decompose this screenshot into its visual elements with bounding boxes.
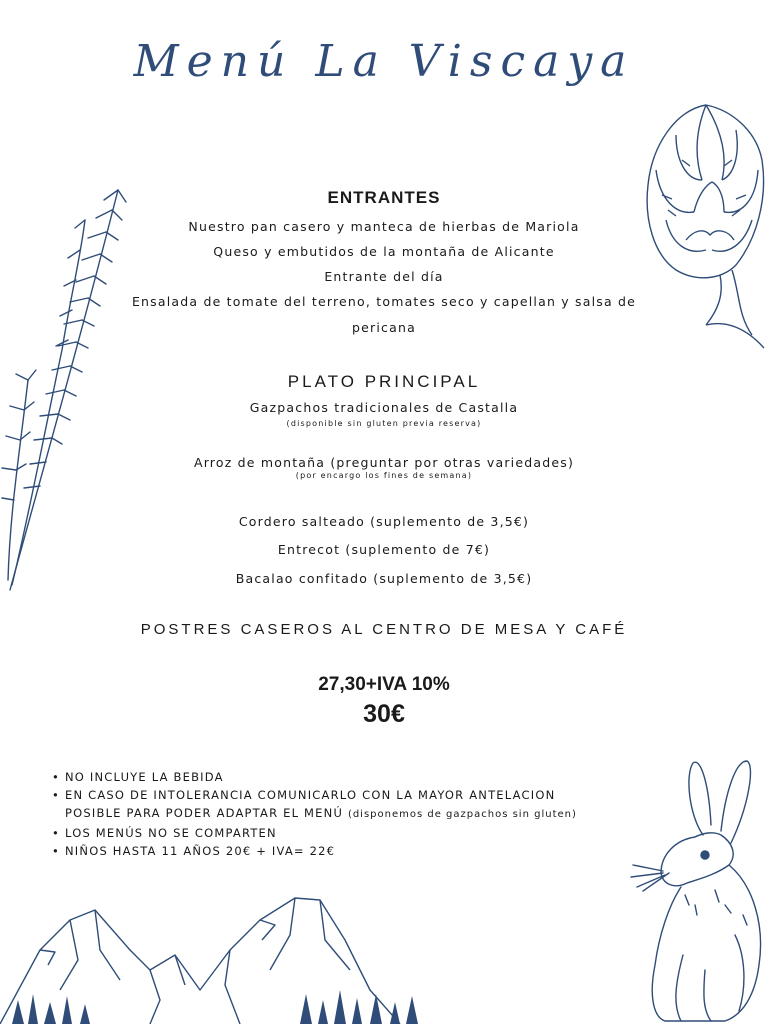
main-dish-gazpachos-note: (disponible sin gluten previa reserva) xyxy=(286,419,482,428)
postres-heading: POSTRES CASEROS AL CENTRO DE MESA Y CAFÉ xyxy=(140,621,628,638)
entrante-item: Entrante del día xyxy=(324,269,444,284)
price-total: 30€ xyxy=(363,700,405,728)
main-dish-gazpachos: Gazpachos tradicionales de Castalla xyxy=(249,400,519,415)
main-dish-cordero: Cordero salteado (suplemento de 3,5€) xyxy=(238,514,530,529)
notes-list xyxy=(52,768,652,860)
note-item xyxy=(52,842,652,860)
note-subtext: (disponemos de gazpachos sin gluten) xyxy=(347,809,577,820)
rabbit-illustration xyxy=(625,755,768,1024)
main-dish-arroz-note: (por encargo los fines de semana) xyxy=(295,471,473,480)
note-text: POSIBLE PARA PODER ADAPTAR EL MENÚ xyxy=(65,806,344,820)
main-dish-bacalao: Bacalao confitado (suplemento de 3,5€) xyxy=(235,571,533,586)
note-text: EN CASO DE INTOLERANCIA COMUNICARLO CON LA MAYOR ANTELACION xyxy=(65,788,556,802)
note-item xyxy=(52,768,652,786)
main-dish-entrecot: Entrecot (suplemento de 7€) xyxy=(277,542,491,557)
main-dish-arroz: Arroz de montaña (preguntar por otras variedades) xyxy=(193,455,575,470)
entrante-item: Ensalada de tomate del terreno, tomates seco y capellan y salsa de xyxy=(131,294,637,309)
note-text: NO INCLUYE LA BEBIDA xyxy=(65,770,224,784)
entrante-item: Nuestro pan casero y manteca de hierbas de Mariola xyxy=(188,219,580,234)
price-base: 27,30+IVA 10% xyxy=(318,674,450,695)
entrantes-heading: ENTRANTES xyxy=(327,188,441,207)
plato-principal-heading: PLATO PRINCIPAL xyxy=(287,372,481,391)
entrante-item: pericana xyxy=(352,320,416,335)
note-text: LOS MENÚS NO SE COMPARTEN xyxy=(65,826,277,840)
note-item xyxy=(52,824,652,842)
entrante-item: Queso y embutidos de la montaña de Alicante xyxy=(213,244,555,259)
mountains-illustration xyxy=(0,890,430,1024)
note-item xyxy=(52,786,652,824)
note-text: NIÑOS HASTA 11 AÑOS 20€ + IVA= 22€ xyxy=(65,844,336,858)
menu-title: Menú La Viscaya xyxy=(133,36,635,87)
